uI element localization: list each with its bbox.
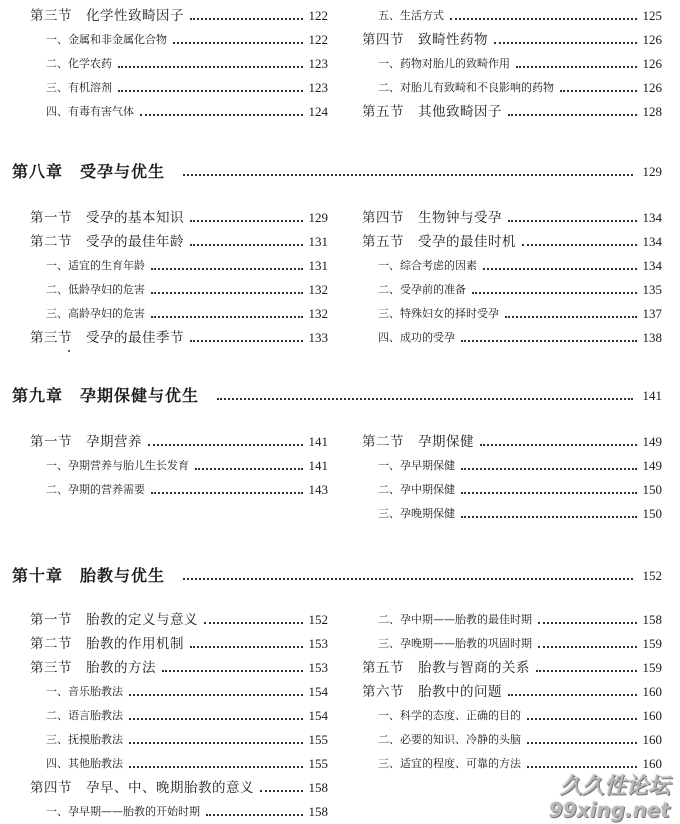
toc-section-entry[interactable]: 第二节 胎教的作用机制 153	[30, 636, 328, 652]
toc-subsection-entry[interactable]: 一、孕期营养与胎儿生长发育 141	[46, 458, 328, 473]
toc-subsection-entry[interactable]: 一、综合考虑的因素 134	[378, 258, 662, 273]
toc-subsection-entry[interactable]: 一、音乐胎教法 154	[46, 684, 328, 699]
toc-subsection-entry[interactable]: 二、低龄孕妇的危害 132	[46, 282, 328, 297]
toc-subsection-entry[interactable]: 三、高龄孕妇的危害 132	[46, 306, 328, 321]
toc-subsection-entry[interactable]: 二、孕期的营养需要 143	[46, 482, 328, 497]
toc-section-entry[interactable]: 第五节 胎教与智商的关系 159	[362, 660, 662, 676]
toc-subsection-entry[interactable]: 一、金属和非金属化合物 122	[46, 32, 328, 47]
toc-section-entry[interactable]: 第一节 受孕的基本知识 129	[30, 210, 328, 226]
print-speck	[68, 350, 70, 352]
toc-subsection-entry[interactable]: 一、药物对胎儿的致畸作用 126	[378, 56, 662, 71]
toc-section-entry[interactable]: 第五节 受孕的最佳时机 134	[362, 234, 662, 250]
toc-section-entry[interactable]: 第六节 胎教中的问题 160	[362, 684, 662, 700]
toc-subsection-entry[interactable]: 二、受孕前的准备 135	[378, 282, 662, 297]
toc-section-entry[interactable]: 第五节 其他致畸因子 128	[362, 104, 662, 120]
toc-column-left	[30, 608, 328, 824]
chapter-10-heading[interactable]: 第十章 胎教与优生 152	[12, 566, 662, 585]
toc-subsection-entry[interactable]: 二、孕中期——胎教的最佳时期 158	[378, 612, 662, 627]
toc-subsection-entry[interactable]: 一、孕早期保健 149	[378, 458, 662, 473]
toc-subsection-entry[interactable]: 一、孕早期——胎教的开始时期 158	[46, 804, 328, 819]
toc-section-entry[interactable]: 第一节 孕期营养 141	[30, 434, 328, 450]
toc-column-right	[362, 430, 662, 526]
toc-column-left	[30, 4, 328, 124]
toc-section-entry[interactable]: 第四节 生物钟与受孕 134	[362, 210, 662, 226]
toc-section-entry[interactable]: 第三节 胎教的方法 153	[30, 660, 328, 676]
toc-subsection-entry[interactable]: 二、语言胎教法 154	[46, 708, 328, 723]
toc-subsection-entry[interactable]: 一、适宜的生育年龄 131	[46, 258, 328, 273]
toc-subsection-entry[interactable]: 三、适宜的程度、可靠的方法 160	[378, 756, 662, 771]
toc-subsection-entry[interactable]: 一、科学的态度、正确的目的 160	[378, 708, 662, 723]
toc-section-entry[interactable]: 第三节 受孕的最佳季节 133	[30, 330, 328, 346]
toc-column-right	[362, 206, 662, 350]
toc-column-right	[362, 608, 662, 776]
toc-subsection-entry[interactable]: 三、特殊妇女的择时受孕 137	[378, 306, 662, 321]
toc-subsection-entry[interactable]: 五、生活方式 125	[378, 8, 662, 23]
watermark-url: 99xing.net	[548, 798, 670, 822]
toc-subsection-entry[interactable]: 二、必要的知识、冷静的头脑 160	[378, 732, 662, 747]
toc-subsection-entry[interactable]: 二、对胎儿有致畸和不良影响的药物 126	[378, 80, 662, 95]
toc-section-entry[interactable]: 第三节 化学性致畸因子 122	[30, 8, 328, 24]
toc-section-entry[interactable]: 第二节 孕期保健 149	[362, 434, 662, 450]
toc-subsection-entry[interactable]: 三、有机溶剂 123	[46, 80, 328, 95]
toc-section-entry[interactable]: 第四节 孕早、中、晚期胎教的意义 158	[30, 780, 328, 796]
site-watermark	[549, 776, 670, 820]
toc-subsection-entry[interactable]: 四、成功的受孕 138	[378, 330, 662, 345]
toc-subsection-entry[interactable]: 二、孕中期保健 150	[378, 482, 662, 497]
chapter-9-heading[interactable]: 第九章 孕期保健与优生 141	[12, 386, 662, 405]
toc-section-entry[interactable]: 第一节 胎教的定义与意义 152	[30, 612, 328, 628]
toc-section-entry[interactable]: 第二节 受孕的最佳年龄 131	[30, 234, 328, 250]
watermark-title: 久久性论坛	[559, 774, 670, 799]
toc-section-entry[interactable]: 第四节 致畸性药物 126	[362, 32, 662, 48]
toc-subsection-entry[interactable]: 四、其他胎教法 155	[46, 756, 328, 771]
toc-subsection-entry[interactable]: 三、孕晚期保健 150	[378, 506, 662, 521]
toc-column-right	[362, 4, 662, 124]
toc-subsection-entry[interactable]: 二、化学农药 123	[46, 56, 328, 71]
toc-column-left	[30, 430, 328, 502]
toc-column-left	[30, 206, 328, 350]
toc-subsection-entry[interactable]: 三、抚摸胎教法 155	[46, 732, 328, 747]
chapter-8-heading[interactable]: 第八章 受孕与优生 129	[12, 162, 662, 181]
toc-subsection-entry[interactable]: 四、有毒有害气体 124	[46, 104, 328, 119]
toc-subsection-entry[interactable]: 三、孕晚期——胎教的巩固时期 159	[378, 636, 662, 651]
